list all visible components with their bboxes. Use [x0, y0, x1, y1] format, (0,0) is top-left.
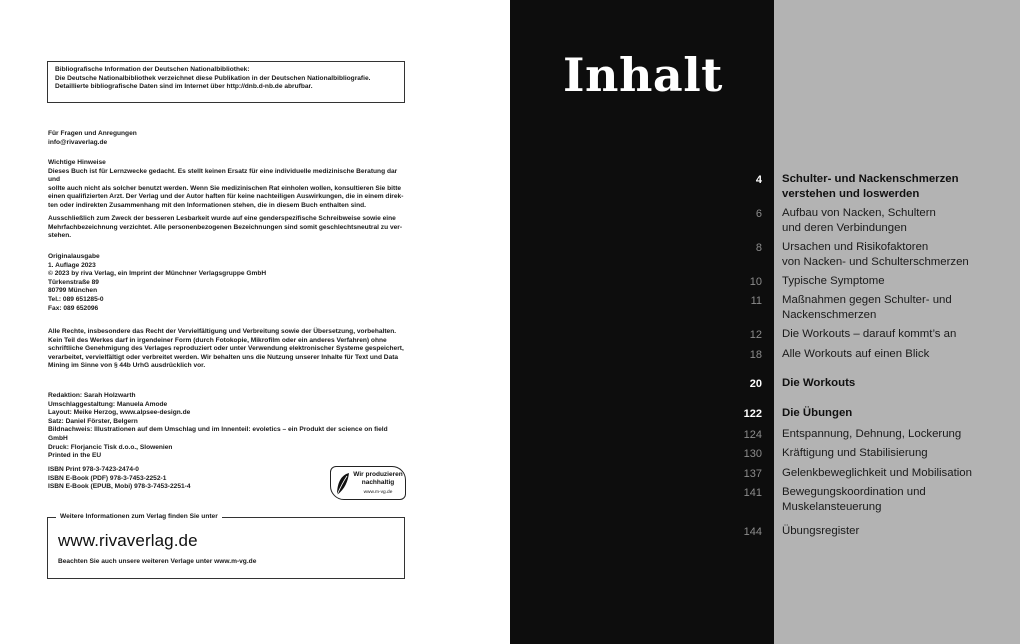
toc-entry-line: Kräftigung und Stabilisierung [782, 447, 928, 459]
toc-page-number: 11 [750, 295, 762, 307]
hints-line: sollte auch nicht als solcher benutzt werden. Wenn Sie medizinischen Rat einholen wollen, konsultieren Sie bitte [48, 184, 402, 192]
hints-block [48, 159, 408, 211]
isbn-line: ISBN Print 978-3-7423-2474-0 [48, 466, 139, 473]
toc-page-number: 122 [743, 408, 762, 420]
gender-line: stehen. [48, 232, 72, 240]
toc-entry[interactable] [782, 446, 1014, 461]
biblio-info-box [47, 61, 405, 103]
contact-email: info@rivaverlag.de [48, 138, 108, 146]
web-box-note: Beachten Sie auch unsere weiteren Verlage unter www.m-vg.de [58, 558, 257, 565]
toc-entry-line: Nackenschmerzen [782, 308, 877, 321]
credits-line: Satz: Daniel Förster, Belgern [48, 417, 138, 425]
toc-page-number: 8 [755, 242, 762, 254]
toc-title: Inhalt [563, 48, 723, 102]
edition-line: Fax: 089 652096 [48, 304, 99, 312]
toc-entry[interactable] [782, 524, 1014, 539]
toc-page-number: 20 [749, 378, 762, 390]
toc-gray-panel [774, 0, 1020, 644]
gender-line: Ausschließlich zum Zweck der besseren Lesbarkeit wurde auf eine genderspezifische Schreibweise sowie eine [48, 215, 396, 222]
rights-line: schriftliche Genehmigung des Verlages reproduziert oder unter Verwendung elektronischer Systeme gespeichert, [48, 345, 404, 353]
toc-entry[interactable] [782, 376, 1014, 391]
toc-page-number: 141 [743, 487, 762, 499]
toc-entry[interactable] [782, 293, 1014, 322]
credits-line: Printed in the EU [48, 452, 102, 460]
hints-line: Dieses Buch ist für Lernzwecke gedacht. Es stellt keinen Ersatz für eine individuelle medizinische Beratung dar und [48, 167, 398, 184]
sustainability-badge [330, 466, 406, 500]
toc-page-number: 137 [743, 468, 762, 480]
publisher-web-box [47, 513, 405, 579]
toc-entry[interactable] [782, 466, 1014, 481]
toc-page-number: 124 [743, 429, 762, 441]
contact-heading: Für Fragen und Anregungen [48, 130, 137, 137]
rights-block [48, 328, 408, 371]
toc-entry[interactable] [782, 485, 1014, 514]
badge-line: nachhaltig [361, 479, 395, 486]
credits-line: Umschlaggestaltung: Manuela Amode [48, 400, 168, 408]
toc-entry[interactable] [782, 206, 1014, 235]
hints-heading: Wichtige Hinweise [48, 159, 106, 166]
rights-line: verarbeitet, vervielfältigt oder verbreitet werden. Wir behalten uns die Nutzung unserer Inhalte für Text und Data [48, 353, 399, 361]
toc-page-number: 144 [743, 526, 762, 538]
leaf-icon [335, 471, 351, 497]
toc-entry[interactable] [782, 427, 1014, 442]
badge-line: Wir produzieren [353, 471, 403, 478]
toc-entry-line: Typische Symptome [782, 275, 885, 287]
biblio-line: Die Deutsche Nationalbibliothek verzeichnet diese Publikation in der Deutschen Nationalbibliografie. [55, 74, 371, 82]
isbn-line: ISBN E-Book (PDF) 978-3-7453-2252-1 [48, 474, 167, 482]
publisher-url[interactable]: www.rivaverlag.de [58, 531, 198, 550]
gender-line: Mehrfachbezeichnung verzichtet. Alle personenbezogenen Bezeichnungen sind somit geschlechtsneutral zu ver- [48, 223, 403, 231]
toc-page-number: 12 [749, 329, 762, 341]
toc-entry-line: Übungsregister [782, 525, 860, 537]
credits-line: Bildnachweis: Illustrationen auf dem Umschlag und im Innenteil: evoletics – ein Produkt der science on field GmbH [48, 426, 388, 442]
toc-entry-line: Ursachen und Risikofaktoren [782, 241, 929, 253]
badge-url: www.m-vg.de [363, 490, 393, 495]
hints-line: einen qualifizierten Arzt. Der Verlag und der Autor haften für keine nachteiligen Auswirkungen, die in einem direk- [48, 193, 404, 201]
toc-entry[interactable] [782, 406, 1014, 421]
toc-page-number: 18 [749, 349, 762, 361]
contact-block [48, 130, 408, 147]
gender-block [48, 215, 408, 241]
rights-line: Alle Rechte, insbesondere das Recht der Vervielfältigung und Verbreitung sowie der Übersetzung, vorbehalten. [48, 328, 397, 335]
toc-entry[interactable] [782, 274, 1014, 289]
credits-line: Redaktion: Sarah Holzwarth [48, 392, 136, 399]
toc-entry-line: Maßnahmen gegen Schulter- und [782, 294, 952, 306]
toc-entry-line: Gelenkbeweglichkeit und Mobilisation [782, 467, 972, 479]
toc-entry-line: Die Workouts [782, 377, 856, 389]
edition-line: Tel.: 089 651285-0 [48, 295, 104, 303]
toc-entry[interactable] [782, 327, 1014, 342]
rights-line: Mining im Sinne von § 44b UrhG ausdrücklich vor. [48, 362, 206, 370]
toc-entry-line: Entspannung, Dehnung, Lockerung [782, 428, 962, 440]
toc-entry-line: Aufbau von Nacken, Schultern [782, 207, 936, 219]
isbn-line: ISBN E-Book (EPUB, Mobi) 978-3-7453-2251-4 [48, 483, 191, 491]
toc-page-number: 10 [749, 276, 762, 288]
biblio-line: Detaillierte bibliografische Daten sind im Internet über http://dnb.d-nb.de abrufbar. [55, 83, 313, 91]
toc-page-number: 130 [743, 448, 762, 460]
toc-entry-line: und deren Verbindungen [782, 221, 907, 234]
toc-entry[interactable] [782, 172, 1014, 201]
credits-line: Druck: Florjancic Tisk d.o.o., Slowenien [48, 443, 173, 451]
toc-entry-line: Die Übungen [782, 407, 853, 419]
toc-entry-line: Alle Workouts auf einen Blick [782, 348, 930, 360]
toc-page-number: 6 [755, 208, 762, 220]
hints-line: ten oder indirekten Zusammenhang mit den Informationen stehen, die in diesem Buch enthalten sind. [48, 201, 367, 209]
toc-entry-line: Bewegungskoordination und [782, 486, 926, 498]
toc-entry-line: Schulter- und Nackenschmerzen [782, 173, 959, 185]
toc-entry-line: Die Workouts – darauf kommt’s an [782, 328, 957, 340]
edition-line: 1. Auflage 2023 [48, 261, 96, 269]
credits-line: Layout: Meike Herzog, www.alpsee-design.de [48, 409, 191, 417]
web-box-legend: Weitere Informationen zum Verlag finden Sie unter [56, 513, 222, 520]
edition-line: Türkenstraße 89 [48, 278, 99, 286]
credits-block [48, 392, 408, 461]
edition-line: © 2023 by riva Verlag, ein Imprint der Münchner Verlagsgruppe GmbH [48, 270, 267, 278]
toc-entry-line: Muskelansteuerung [782, 500, 882, 513]
rights-line: Kein Teil des Werkes darf in irgendeiner Form (durch Fotokopie, Mikrofilm oder ein anderes Verfahren) ohne [48, 336, 387, 344]
toc-entry[interactable] [782, 240, 1014, 269]
toc-entry-line: von Nacken- und Schulterschmerzen [782, 255, 969, 268]
edition-line: Originalausgabe [48, 253, 100, 260]
edition-line: 80799 München [48, 287, 98, 295]
edition-block [48, 253, 408, 313]
biblio-heading: Bibliografische Information der Deutschen Nationalbibliothek: [55, 66, 250, 73]
isbn-block [48, 466, 318, 492]
toc-entry-line: verstehen und loswerden [782, 187, 920, 200]
toc-entry[interactable] [782, 347, 1014, 362]
toc-page-number: 4 [755, 174, 762, 186]
